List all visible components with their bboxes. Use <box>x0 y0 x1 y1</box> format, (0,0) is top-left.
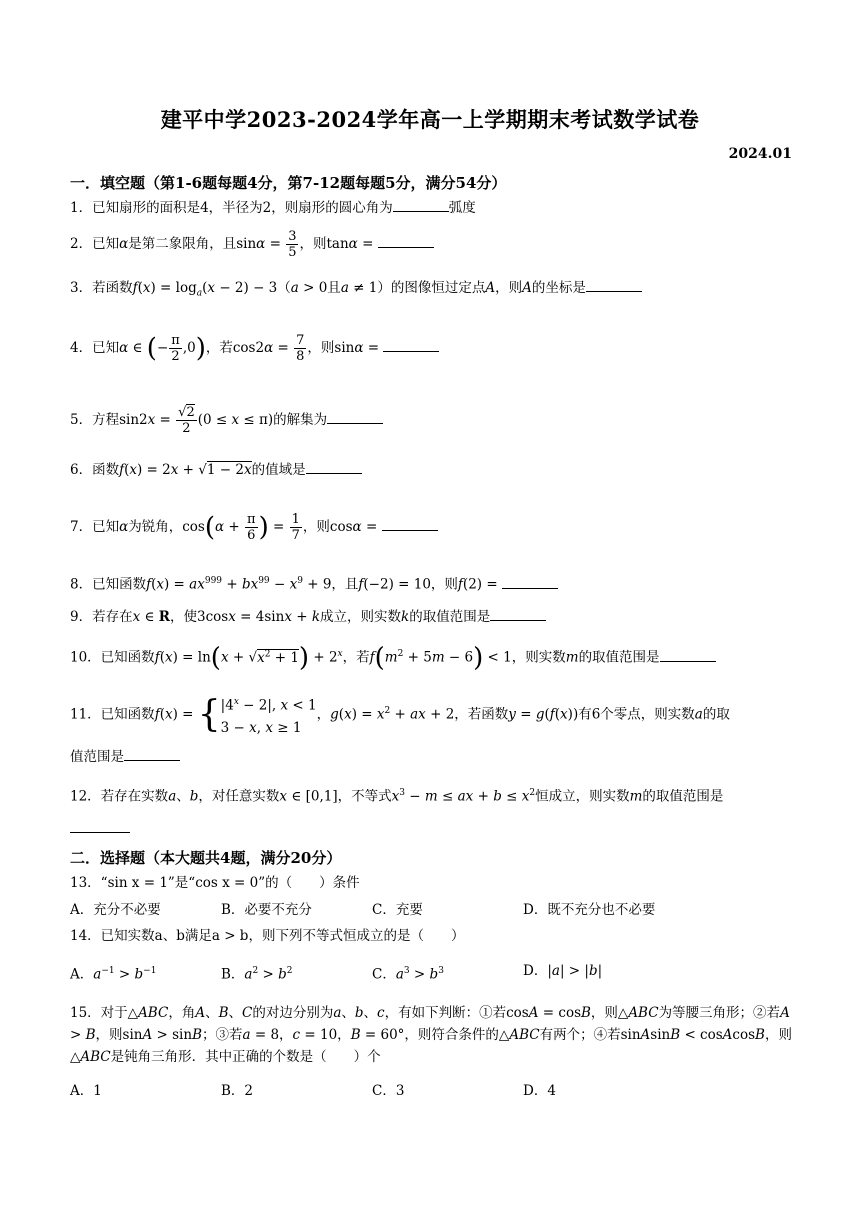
q15-option-c: C．3 <box>372 1083 405 1099</box>
q14-option-c: C．$a^3 > b^3$ <box>372 966 444 983</box>
q14-option-a: A．$a^{-1} > b^{-1}$ <box>70 966 157 983</box>
page-title: 建平中学2023-2024学年高一上学期期末考试数学试卷 <box>160 107 700 132</box>
section-choice-heading: 二．选择题（本大题共4题，满分20分） <box>70 849 342 867</box>
question-4: 4．已知α ∈ (− $\frac{\pi}{2}$ ,0)，若cos2α = $\frac{7}{8}$ ，则sinα = <box>70 333 794 364</box>
q15-option-b: B．2 <box>221 1083 254 1099</box>
question-9: 9．若存在x ∈ R，使3cosx = 4sinx + k成立，则实数k的取值范围是 <box>70 606 794 628</box>
question-11-cont: 值范围是 <box>70 746 794 768</box>
question-2: 2．已知α是第二象限角，且sinα = $\frac{3}{5}$ ，则tanα = <box>70 229 794 260</box>
question-15: 15．对于△ABC，角A、B、C的对边分别为a、b、c，有如下判断：①若cosA = cosB，则△ABC为等腰三角形；②若A > B，则sinA > sinB；③若a = 8，c = 10，B = 60°，则符合条件的△ABC有两个；④若sinAsinB < cosAcosB，则△ABC是钝角三角形．其中正确的个数是（ ）个 <box>70 1005 792 1065</box>
question-5: 5．方程sin2x = $\frac{√2}{2}$ (0 ≤ x ≤ π)的解集为 <box>70 405 794 436</box>
exam-date: 2024.01 <box>728 146 792 162</box>
question-13: 13．“sin x = 1”是“cos x = 0”的（ ）条件 <box>70 875 360 891</box>
question-6: 6．函数f(x) = 2x + √1 − 2x的值域是 <box>70 459 794 481</box>
q14-option-b: B．$a^2 > b^2$ <box>221 966 293 983</box>
question-1: 1．已知扇形的面积是4，半径为2，则扇形的圆心角为 弧度 <box>70 197 794 219</box>
question-12-blank <box>70 832 130 833</box>
q13-option-a: A．充分不必要 <box>70 902 161 918</box>
q13-option-d: D．既不充分也不必要 <box>523 902 656 918</box>
question-3: 3．若函数$f(x) = \log_a(x - 2) - 3(a > 0$且a ≠ 1）的图像恒过定点A，则A的坐标是 <box>70 277 794 305</box>
section-fill-in-heading: 一．填空题（第1-6题每题4分，第7-12题每题5分，满分54分） <box>70 174 507 192</box>
question-12: 12．若存在实数a、b，对任意实数x ∈ [0,1]，不等式$x^3 - m$ ≤ ax + $b \le x^2$恒成立，则实数m的取值范围是 <box>70 788 724 805</box>
q13-option-c: C．充要 <box>372 902 423 918</box>
question-11: 11．已知函数$f(x) = \{|4^x - 2|$, x < 1 3 − x, x ≥ 1，$g(x) = x^2$ + ax + 2，若函数y = g(f(x))有6个零点，则实数a的取 <box>70 693 730 736</box>
q15-option-d: D．4 <box>523 1083 556 1099</box>
q15-option-a: A．1 <box>70 1083 102 1099</box>
question-7: 7．已知α为锐角，cos(α + $\frac{\pi}{6}$ ) = $\frac{1}{7}$ ，则cosα = <box>70 512 794 543</box>
question-10: 10．已知函数$f(x) = \ln(x + √x^2 + 1) + 2^x$，若$f(m^2 + 5m - 6) < 1$，则实数m的取值范围是 <box>70 643 794 669</box>
q14-option-d: D．|a| > |b| <box>523 963 603 979</box>
q13-option-b: B．必要不充分 <box>221 902 312 918</box>
question-8: 8．已知函数$f(x) = ax^{999} + bx^{99} - x^9 + 9$，且f(−2) = 10，则f(2) = <box>70 570 794 596</box>
question-14: 14．已知实数a、b满足a > b，则下列不等式恒成立的是（ ） <box>70 928 465 944</box>
